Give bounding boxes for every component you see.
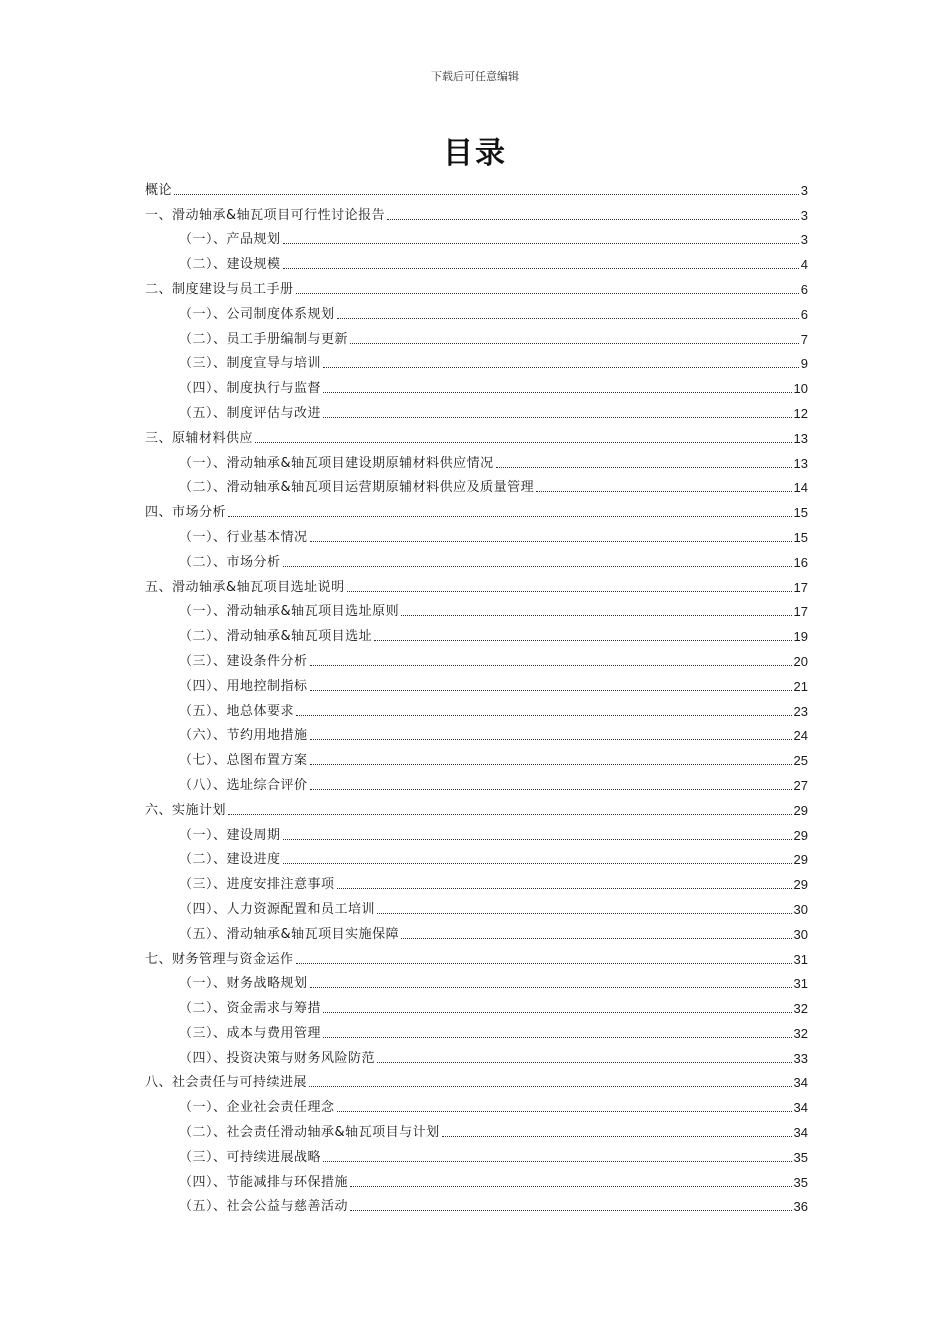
toc-entry[interactable] <box>145 348 808 373</box>
toc-entry-page-number: 30 <box>793 901 808 917</box>
toc-entry-page-number: 31 <box>793 976 808 992</box>
toc-dot-leader <box>536 491 791 492</box>
toc-entry-label: （三）、进度安排注意事项 <box>179 877 335 893</box>
toc-entry[interactable] <box>145 744 808 769</box>
toc-dot-leader <box>377 1062 792 1063</box>
toc-entry-page-number: 13 <box>793 430 808 446</box>
toc-entry-page-number: 30 <box>793 926 808 942</box>
toc-entry-label: 三、原辅材料供应 <box>145 430 254 446</box>
toc-dot-leader <box>310 665 792 666</box>
toc-entry-label: （四）、制度执行与监督 <box>179 381 322 397</box>
toc-entry[interactable] <box>145 620 808 645</box>
toc-dot-leader <box>283 243 799 244</box>
toc-entry-label: （四）、用地控制指标 <box>179 678 308 694</box>
toc-entry[interactable] <box>145 918 808 943</box>
toc-entry-page-number: 34 <box>793 1125 808 1141</box>
toc-entry-label: （一）、行业基本情况 <box>179 529 308 545</box>
toc-dot-leader <box>323 1012 792 1013</box>
toc-entry-page-number: 29 <box>793 827 808 843</box>
page-title: 目录 <box>443 136 507 171</box>
toc-entry-page-number: 10 <box>793 381 808 397</box>
toc-entry-label: （六）、节约用地措施 <box>179 728 308 744</box>
toc-entry-page-number: 19 <box>793 629 808 645</box>
toc-entry[interactable] <box>145 893 808 918</box>
table-of-contents <box>145 174 808 1215</box>
toc-entry[interactable] <box>145 968 808 993</box>
toc-entry-label: （三）、制度宣导与培训 <box>179 356 322 372</box>
toc-dot-leader <box>310 739 792 740</box>
toc-dot-leader <box>323 417 792 418</box>
toc-entry-label: （三）、可持续进展战略 <box>179 1149 322 1165</box>
toc-entry-page-number: 35 <box>793 1174 808 1190</box>
toc-entry-page-number: 15 <box>793 505 808 521</box>
toc-entry-page-number: 24 <box>793 728 808 744</box>
toc-entry-label: 概论 <box>145 182 173 198</box>
toc-entry[interactable] <box>145 546 808 571</box>
toc-dot-leader <box>283 863 792 864</box>
toc-entry-page-number: 35 <box>793 1149 808 1165</box>
toc-entry-page-number: 14 <box>793 480 808 496</box>
toc-dot-leader <box>310 789 792 790</box>
toc-dot-leader <box>323 367 799 368</box>
toc-entry[interactable] <box>145 1191 808 1216</box>
toc-entry[interactable] <box>145 670 808 695</box>
toc-entry-page-number: 27 <box>793 777 808 793</box>
toc-dot-leader <box>323 1161 792 1162</box>
toc-entry-page-number: 6 <box>800 306 808 322</box>
toc-entry[interactable] <box>145 844 808 869</box>
toc-entry[interactable] <box>145 794 808 819</box>
toc-entry-page-number: 36 <box>793 1199 808 1215</box>
toc-entry-label: （一）、建设周期 <box>179 827 281 843</box>
toc-entry-label: （五）、滑动轴承&轴瓦项目实施保障 <box>179 926 400 942</box>
toc-dot-leader <box>442 1136 792 1137</box>
toc-entry[interactable] <box>145 1116 808 1141</box>
toc-entry-label: 一、滑动轴承&轴瓦项目可行性讨论报告 <box>145 207 386 223</box>
toc-entry[interactable] <box>145 695 808 720</box>
toc-dot-leader <box>350 1186 792 1187</box>
toc-entry-label: 六、实施计划 <box>145 802 227 818</box>
toc-entry-label: 五、滑动轴承&轴瓦项目选址说明 <box>145 579 345 595</box>
toc-entry[interactable] <box>145 174 808 199</box>
toc-entry-label: （一）、滑动轴承&轴瓦项目建设期原辅材料供应情况 <box>179 455 494 471</box>
toc-entry-label: （三）、建设条件分析 <box>179 653 308 669</box>
toc-entry-label: （二）、社会责任滑动轴承&轴瓦项目与计划 <box>179 1125 440 1141</box>
toc-dot-leader <box>296 963 792 964</box>
toc-entry-page-number: 15 <box>793 529 808 545</box>
toc-entry[interactable] <box>145 248 808 273</box>
toc-entry-label: （五）、制度评估与改进 <box>179 405 322 421</box>
toc-entry-page-number: 7 <box>800 331 808 347</box>
toc-dot-leader <box>309 1086 792 1087</box>
toc-entry-page-number: 23 <box>793 703 808 719</box>
toc-dot-leader <box>374 640 791 641</box>
toc-entry-page-number: 29 <box>793 852 808 868</box>
toc-dot-leader <box>377 913 792 914</box>
toc-entry-page-number: 25 <box>793 753 808 769</box>
toc-entry-label: 八、社会责任与可持续进展 <box>145 1075 308 1091</box>
toc-entry-label: （三）、成本与费用管理 <box>179 1025 322 1041</box>
toc-entry-label: （四）、人力资源配置和员工培训 <box>179 901 376 917</box>
toc-entry-page-number: 17 <box>793 604 808 620</box>
toc-entry[interactable] <box>145 521 808 546</box>
toc-entry[interactable] <box>145 273 808 298</box>
toc-dot-leader <box>310 541 792 542</box>
toc-entry-page-number: 12 <box>793 405 808 421</box>
toc-entry[interactable] <box>145 596 808 621</box>
toc-dot-leader <box>283 268 799 269</box>
toc-entry-page-number: 33 <box>793 1050 808 1066</box>
toc-entry-label: （二）、市场分析 <box>179 554 281 570</box>
toc-entry[interactable] <box>145 720 808 745</box>
toc-entry[interactable] <box>145 447 808 472</box>
toc-entry-page-number: 3 <box>800 207 808 223</box>
toc-entry[interactable] <box>145 199 808 224</box>
toc-entry-label: （八）、选址综合评价 <box>179 777 308 793</box>
toc-dot-leader <box>323 392 792 393</box>
toc-entry[interactable] <box>145 1042 808 1067</box>
toc-entry-label: 四、市场分析 <box>145 505 227 521</box>
toc-entry[interactable] <box>145 224 808 249</box>
toc-dot-leader <box>401 615 791 616</box>
toc-entry-page-number: 34 <box>793 1075 808 1091</box>
toc-entry-page-number: 3 <box>800 232 808 248</box>
toc-entry-page-number: 32 <box>793 1001 808 1017</box>
toc-entry-page-number: 17 <box>793 579 808 595</box>
toc-entry[interactable] <box>145 1067 808 1092</box>
toc-entry-page-number: 16 <box>793 554 808 570</box>
toc-entry[interactable] <box>145 323 808 348</box>
toc-entry-label: （一）、公司制度体系规划 <box>179 306 335 322</box>
toc-dot-leader <box>310 764 792 765</box>
toc-entry[interactable] <box>145 372 808 397</box>
toc-entry-page-number: 4 <box>800 257 808 273</box>
toc-entry-page-number: 34 <box>793 1100 808 1116</box>
toc-entry-page-number: 32 <box>793 1025 808 1041</box>
toc-entry[interactable] <box>145 298 808 323</box>
toc-dot-leader <box>387 219 799 220</box>
toc-entry-label: （二）、建设规模 <box>179 257 281 273</box>
toc-entry[interactable] <box>145 992 808 1017</box>
toc-entry-page-number: 3 <box>800 182 808 198</box>
toc-entry[interactable] <box>145 769 808 794</box>
toc-entry-page-number: 13 <box>793 455 808 471</box>
toc-entry-label: （二）、滑动轴承&轴瓦项目选址 <box>179 629 373 645</box>
toc-entry-label: （二）、滑动轴承&轴瓦项目运营期原辅材料供应及质量管理 <box>179 480 535 496</box>
toc-entry-label: （二）、资金需求与筹措 <box>179 1001 322 1017</box>
toc-dot-leader <box>310 690 792 691</box>
toc-entry-label: （四）、节能减排与环保措施 <box>179 1174 349 1190</box>
toc-entry-page-number: 20 <box>793 653 808 669</box>
toc-dot-leader <box>174 194 799 195</box>
toc-dot-leader <box>401 938 791 939</box>
toc-entry[interactable] <box>145 868 808 893</box>
toc-dot-leader <box>350 343 799 344</box>
toc-entry[interactable] <box>145 1017 808 1042</box>
toc-entry[interactable] <box>145 472 808 497</box>
toc-entry-label: （四）、投资决策与财务风险防范 <box>179 1050 376 1066</box>
toc-entry[interactable] <box>145 571 808 596</box>
toc-entry-label: （二）、建设进度 <box>179 852 281 868</box>
toc-dot-leader <box>337 1111 792 1112</box>
header-note: 下载后可任意编辑 <box>431 70 519 83</box>
toc-dot-leader <box>323 1037 792 1038</box>
toc-dot-leader <box>496 467 792 468</box>
toc-entry[interactable] <box>145 397 808 422</box>
toc-dot-leader <box>337 888 792 889</box>
toc-dot-leader <box>283 839 792 840</box>
toc-entry-label: 七、财务管理与资金运作 <box>145 951 294 967</box>
toc-entry-page-number: 31 <box>793 951 808 967</box>
toc-entry-label: （二）、员工手册编制与更新 <box>179 331 349 347</box>
toc-dot-leader <box>228 516 792 517</box>
toc-entry-label: 二、制度建设与员工手册 <box>145 281 294 297</box>
toc-entry[interactable] <box>145 645 808 670</box>
toc-entry[interactable] <box>145 496 808 521</box>
toc-entry[interactable] <box>145 1091 808 1116</box>
toc-dot-leader <box>347 591 792 592</box>
toc-entry[interactable] <box>145 1166 808 1191</box>
toc-entry[interactable] <box>145 422 808 447</box>
toc-entry-label: （五）、社会公益与慈善活动 <box>179 1199 349 1215</box>
toc-dot-leader <box>310 987 792 988</box>
toc-entry-label: （一）、财务战略规划 <box>179 976 308 992</box>
toc-entry-label: （七）、总图布置方案 <box>179 753 308 769</box>
toc-dot-leader <box>296 293 799 294</box>
toc-entry-page-number: 29 <box>793 802 808 818</box>
toc-entry-page-number: 29 <box>793 877 808 893</box>
toc-dot-leader <box>296 715 792 716</box>
toc-entry-label: （五）、地总体要求 <box>179 703 295 719</box>
toc-entry-page-number: 21 <box>793 678 808 694</box>
toc-entry[interactable] <box>145 819 808 844</box>
toc-entry[interactable] <box>145 943 808 968</box>
toc-entry-page-number: 6 <box>800 281 808 297</box>
toc-dot-leader <box>283 566 792 567</box>
toc-dot-leader <box>228 814 792 815</box>
toc-dot-leader <box>255 442 792 443</box>
toc-dot-leader <box>337 318 799 319</box>
toc-dot-leader <box>350 1210 792 1211</box>
toc-entry-label: （一）、滑动轴承&轴瓦项目选址原则 <box>179 604 400 620</box>
toc-entry-page-number: 9 <box>800 356 808 372</box>
toc-entry-label: （一）、产品规划 <box>179 232 281 248</box>
toc-entry[interactable] <box>145 1141 808 1166</box>
toc-entry-label: （一）、企业社会责任理念 <box>179 1100 335 1116</box>
